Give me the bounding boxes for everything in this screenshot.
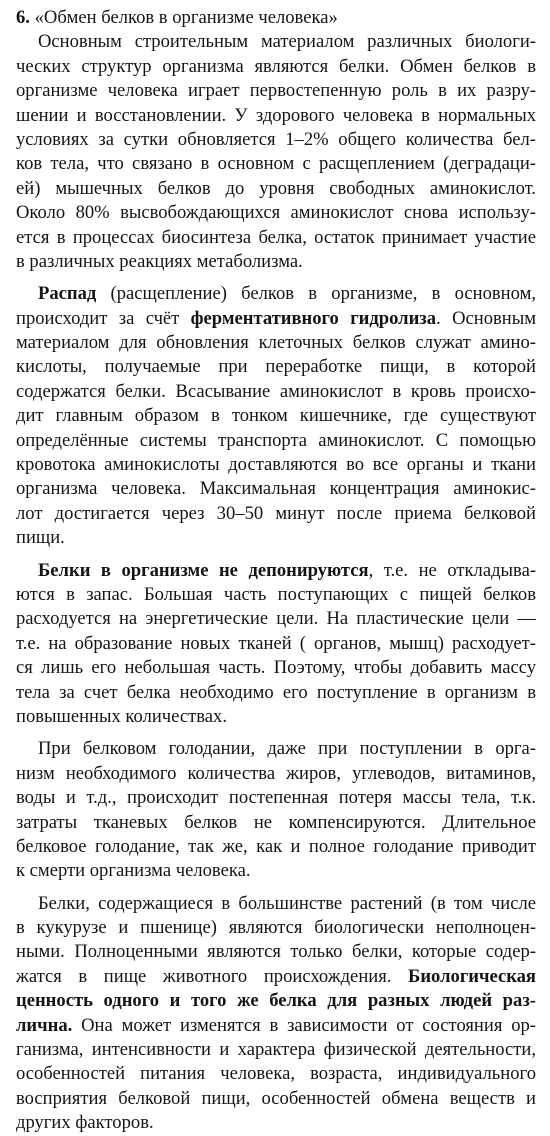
- text-line: жатся в пище животного происхождения. Биологическая: [16, 965, 536, 987]
- text-line: ется в процессах биосинтеза белка, остаток принимает участие: [16, 226, 536, 248]
- text-line: Распад (расщепление) белков в организме, в основном,: [38, 283, 536, 305]
- text-line: восприятия белковой пищи, особенностей обмена веществ и: [16, 1087, 536, 1109]
- text-line: При белковом голодании, даже при поступлении в орга-: [38, 738, 536, 760]
- paragraph-1: [16, 30, 536, 274]
- section-title: «Обмен белков в организме человека»: [34, 7, 338, 28]
- text-line: тела за счет белка необходимо его поступление в организм в: [16, 681, 536, 703]
- text-line: низм необходимого количества жиров, углеводов, витаминов,: [16, 762, 536, 784]
- text-line: ческих структур организма являются белки. Обмен белков в: [16, 55, 536, 77]
- text-line: т.е. на образование новых тканей ( органов, мышц) расходует-: [16, 632, 536, 654]
- text-line: в различных реакциях метаболизма.: [16, 250, 303, 272]
- text-line: Белки, содержащиеся в большинстве растений (в том числе: [38, 892, 536, 914]
- text-line: в кукурузе и пшенице) являются биологически неполноцен-: [16, 917, 536, 939]
- text-line: содержатся белки. Всасывание аминокислот в кровь происхо-: [16, 380, 536, 402]
- text-line: шении и восстановлении. У здорового человека в нормальных: [16, 104, 536, 126]
- text-line: организме человека играет первостепенную роль в их разру-: [16, 80, 536, 102]
- text-line: расходуется на энергетические цели. На пластические цели —: [16, 608, 536, 630]
- text-line: ся лишь его небольшая часть. Поэтому, чтобы добавить массу: [16, 657, 536, 679]
- text-line: ей) мышечных белков до уровня свободных аминокислот.: [16, 177, 536, 199]
- text-line: кровотока аминокислоты доставляются во все органы и ткани: [16, 454, 536, 476]
- text-line: Около 80% высвобождающихся аминокислот снова использу-: [16, 202, 536, 224]
- text-line: других факторов.: [16, 1112, 154, 1134]
- text-line: пищи.: [16, 527, 65, 549]
- text-line: особенностей питания человека, возраста, индивидуального: [16, 1063, 536, 1085]
- text-line: повышенных количествах.: [16, 705, 227, 727]
- paragraph-3: [16, 559, 536, 730]
- text-line: ков тела, что связано в основном с расщеплением (деградаци-: [16, 153, 536, 175]
- term-not-deposited: Белки в организме не депонируются: [38, 559, 369, 581]
- text-line: условиях за сутки обновляется 1–2% общего количества бел-: [16, 128, 536, 150]
- text-line: лот достигается через 30–50 минут после приема белковой: [16, 502, 536, 524]
- text-line: Белки в организме не депонируются, т.е. не откладыва-: [38, 559, 536, 581]
- text-line: Основным строительным материалом различных биологи-: [38, 31, 536, 53]
- text-line: ются в запас. Большая часть поступающих с пищей белков: [16, 583, 536, 605]
- text-line: организма человека. Максимальная концентрация аминокис-: [16, 478, 536, 500]
- text-line: дит главным образом в тонком кишечнике, где существуют: [16, 405, 536, 427]
- text-line: воды и т.д., происходит постепенная потеря массы тела, т.к.: [16, 787, 536, 809]
- text-line: к смерти организма человека.: [16, 860, 251, 882]
- term-decay: Распад: [38, 283, 97, 305]
- paragraph-5: [16, 892, 536, 1136]
- text-line: затраты тканевых белков не компенсируются. Длительное: [16, 811, 536, 833]
- text-line: материалом для обновления клеточных белков служат амино-: [16, 332, 536, 354]
- text-line: происходит за счёт ферментативного гидролиза. Основным: [16, 307, 536, 329]
- term-enzymatic-hydrolysis: ферментативного гидролиза: [190, 307, 437, 329]
- text-line: лична. Она может изменятся в зависимости от состояния ор-: [16, 1014, 536, 1036]
- paragraph-4: [16, 737, 536, 883]
- section-heading: [16, 6, 536, 30]
- text-line: кислоты, получаемые при переработке пищи, в которой: [16, 356, 536, 378]
- text-line: белковое голодание, так же, как и полное голодание приводит: [16, 835, 536, 857]
- text-line: ценность одного и того же белка для разных людей раз-: [16, 990, 536, 1012]
- text-line: ганизма, интенсивности и характера физической деятельности,: [16, 1039, 536, 1061]
- text-line: ными. Полноценными являются только белки, которые содер-: [16, 941, 536, 963]
- text-line: определённые системы транспорта аминокислот. С помощью: [16, 429, 536, 451]
- section-number: 6.: [16, 7, 30, 28]
- term-biological-value: Биологическая: [408, 965, 536, 987]
- paragraph-2: [16, 282, 536, 550]
